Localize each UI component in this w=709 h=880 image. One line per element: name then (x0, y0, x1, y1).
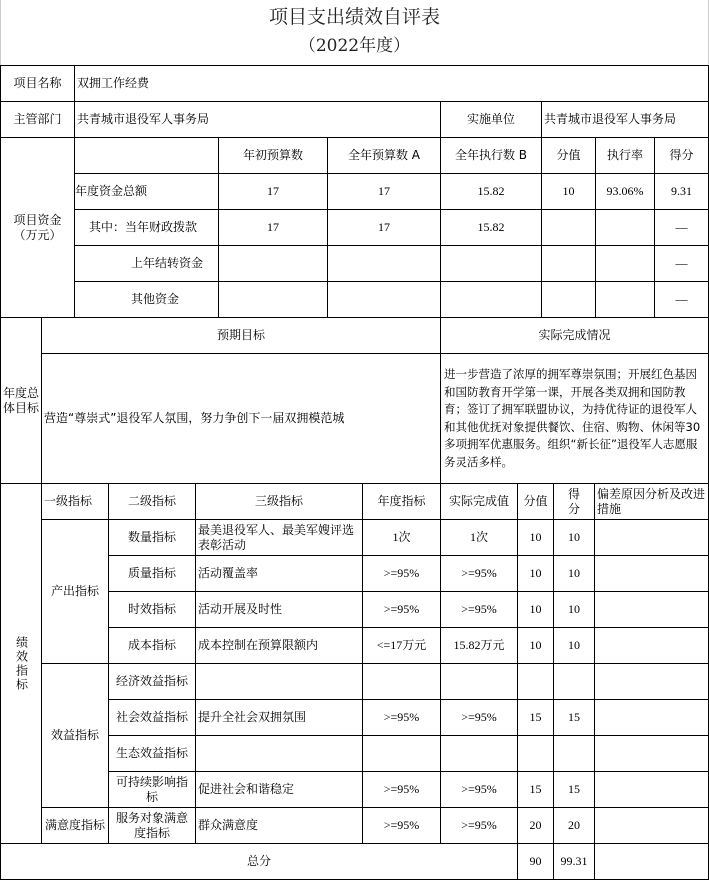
ind-target: >=95% (362, 807, 441, 844)
goals-expected-text: 营造“尊崇式”退役军人氛围，努力争创下一届双拥模范城 (41, 353, 441, 484)
ind-header-level3: 三级指标 (195, 483, 363, 520)
ind-level2: 成本指标 (108, 627, 196, 664)
ind-level2: 质量指标 (108, 555, 196, 592)
level1-benefit: 效益指标 (41, 663, 109, 808)
ind-level3: 最美退役军人、最美军嫂评选表彰活动 (195, 519, 363, 556)
total-score: 99.31 (553, 843, 595, 880)
ind-note (594, 591, 709, 628)
ind-score: 15 (553, 699, 595, 736)
funds-header-weight: 分值 (541, 137, 596, 174)
ind-note (594, 735, 709, 772)
ind-header-note: 偏差原因分析及改进措施 (594, 483, 709, 520)
ind-score: 20 (553, 807, 595, 844)
ind-target: >=95% (362, 555, 441, 592)
indicators-label-text: 绩效指标 (14, 635, 29, 692)
ind-level3: 群众满意度 (195, 807, 363, 844)
fund-rate: 93.06% (595, 173, 655, 210)
ind-note (594, 627, 709, 664)
ind-level2: 时效指标 (108, 591, 196, 628)
ind-weight: 20 (517, 807, 554, 844)
ind-note (594, 771, 709, 808)
ind-note (594, 699, 709, 736)
funds-label: 项目资金（万元） (0, 137, 75, 318)
dept-label: 主管部门 (0, 101, 75, 138)
ind-note (594, 519, 709, 556)
fund-executed (440, 281, 542, 318)
fund-score: — (654, 281, 709, 318)
ind-target (362, 735, 441, 772)
fund-weight: 10 (541, 173, 596, 210)
ind-note (594, 807, 709, 844)
goals-label: 年度总体目标 (0, 317, 42, 484)
ind-weight (517, 663, 554, 700)
ind-level3: 提升全社会双拥氛围 (195, 699, 363, 736)
indicators-label (0, 483, 42, 844)
funds-header-executed: 全年执行数 B (440, 137, 542, 174)
ind-score: 10 (553, 591, 595, 628)
fund-rate (595, 209, 655, 246)
ind-actual (440, 735, 518, 772)
ind-score: 10 (553, 519, 595, 556)
ind-score: 10 (553, 627, 595, 664)
fund-rate (595, 281, 655, 318)
ind-target: >=95% (362, 591, 441, 628)
total-note (594, 843, 709, 880)
fund-executed: 15.82 (440, 209, 542, 246)
total-label: 总分 (0, 843, 518, 880)
ind-actual: >=95% (440, 807, 518, 844)
ind-weight: 10 (517, 555, 554, 592)
goals-actual-header: 实际完成情况 (440, 317, 709, 354)
ind-header-target: 年度指标 (362, 483, 441, 520)
fund-annual: 17 (327, 173, 441, 210)
fund-initial: 17 (218, 173, 328, 210)
ind-actual: 1次 (440, 519, 518, 556)
fund-score: 9.31 (654, 173, 709, 210)
ind-header-score: 得分 (553, 483, 595, 520)
ind-score (553, 663, 595, 700)
ind-level3: 活动覆盖率 (195, 555, 363, 592)
impl-label: 实施单位 (440, 101, 542, 138)
ind-actual (440, 663, 518, 700)
form-subtitle: （2022年度） (298, 36, 411, 56)
ind-level2: 数量指标 (108, 519, 196, 556)
impl-value: 共青城市退役军人事务局 (541, 101, 709, 138)
ind-level3: 促进社会和谐稳定 (195, 771, 363, 808)
ind-target: <=17万元 (362, 627, 441, 664)
ind-target: >=95% (362, 699, 441, 736)
ind-level3 (195, 663, 363, 700)
fund-row-label: 年度资金总额 (74, 173, 219, 210)
fund-executed: 15.82 (440, 173, 542, 210)
fund-score: — (654, 245, 709, 282)
ind-weight: 15 (517, 771, 554, 808)
funds-header-annual: 全年预算数 A (327, 137, 441, 174)
fund-initial (218, 281, 328, 318)
fund-row-label: 上年结转资金 (74, 245, 219, 282)
dept-value: 共青城市退役军人事务局 (74, 101, 441, 138)
fund-initial (218, 245, 328, 282)
ind-actual: >=95% (440, 771, 518, 808)
ind-note (594, 663, 709, 700)
project-name-value: 双拥工作经费 (74, 65, 709, 102)
form-title: 项目支出绩效自评表 (268, 6, 440, 28)
ind-level3: 成本控制在预算限额内 (195, 627, 363, 664)
level1-output: 产出指标 (41, 519, 109, 664)
ind-level2: 生态效益指标 (108, 735, 196, 772)
ind-level2: 经济效益指标 (108, 663, 196, 700)
funds-header-rate: 执行率 (595, 137, 655, 174)
fund-weight (541, 281, 596, 318)
ind-weight: 15 (517, 699, 554, 736)
total-weight: 90 (517, 843, 554, 880)
ind-target (362, 663, 441, 700)
ind-weight: 10 (517, 627, 554, 664)
goals-actual-text: 进一步营造了浓厚的拥军尊崇氛围；开展红色基因和国防教育开学第一课，开展各类双拥和国防教育；签订了拥军联盟协议，为持优待证的退役军人和其他优抚对象提供餐饮、住宿、购物、休闲等30多项拥军优惠服务。组织“新长征”退役军人志愿服务灵活多样。 (440, 353, 709, 484)
fund-weight (541, 245, 596, 282)
ind-target: 1次 (362, 519, 441, 556)
fund-annual (327, 281, 441, 318)
fund-initial: 17 (218, 209, 328, 246)
fund-row-label: 其他资金 (74, 281, 219, 318)
project-name-label: 项目名称 (0, 65, 75, 102)
ind-actual: >=95% (440, 591, 518, 628)
fund-score: — (654, 209, 709, 246)
fund-row-label: 其中：当年财政拨款 (74, 209, 219, 246)
funds-header-score: 得分 (654, 137, 709, 174)
ind-target: >=95% (362, 771, 441, 808)
ind-weight (517, 735, 554, 772)
fund-annual (327, 245, 441, 282)
fund-weight (541, 209, 596, 246)
ind-score: 15 (553, 771, 595, 808)
ind-level2: 社会效益指标 (108, 699, 196, 736)
ind-actual: >=95% (440, 555, 518, 592)
ind-score (553, 735, 595, 772)
goals-expected-header: 预期目标 (41, 317, 441, 354)
ind-level2: 可持续影响指标 (108, 771, 196, 808)
ind-header-actual: 实际完成值 (440, 483, 518, 520)
ind-header-level1: 一级指标 (41, 483, 109, 520)
ind-score: 10 (553, 555, 595, 592)
level1-satisfaction: 满意度指标 (41, 807, 109, 844)
ind-header-level2: 二级指标 (108, 483, 196, 520)
ind-weight: 10 (517, 591, 554, 628)
ind-level3: 活动开展及时性 (195, 591, 363, 628)
ind-level3 (195, 735, 363, 772)
fund-rate (595, 245, 655, 282)
ind-header-weight: 分值 (517, 483, 554, 520)
ind-actual: >=95% (440, 699, 518, 736)
fund-annual: 17 (327, 209, 441, 246)
ind-weight: 10 (517, 519, 554, 556)
ind-actual: 15.82万元 (440, 627, 518, 664)
funds-header-blank (74, 137, 219, 174)
ind-level2: 服务对象满意度指标 (108, 807, 196, 844)
funds-header-initial: 年初预算数 (218, 137, 328, 174)
ind-note (594, 555, 709, 592)
fund-executed (440, 245, 542, 282)
